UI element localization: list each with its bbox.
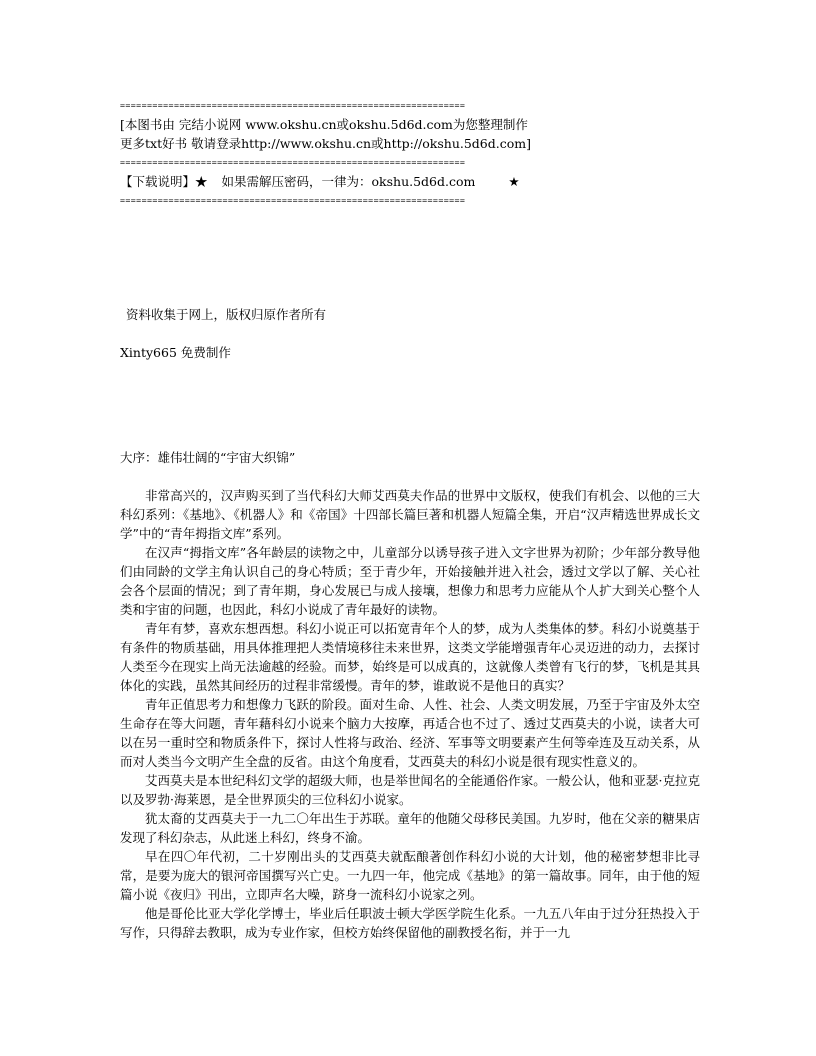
- separator-rule-top: ================================================================: [120, 100, 466, 110]
- download-label: 【下载说明】★: [120, 174, 208, 189]
- copyright-note: 资料收集于网上，版权归原作者所有: [126, 307, 327, 322]
- article-title: 大序：雄伟壮阔的“宇宙大织锦”: [120, 450, 296, 465]
- body-paragraph: 早在四〇年代初，二十岁刚出头的艾西莫夫就酝酿著创作科幻小说的大计划，他的秘密梦想非比寻常，是要为庞大的银河帝国撰写兴亡史。一九四一年，他完成《基地》的第一篇故事。同年，由于他的短篇小说《夜归》刊出，立即声名大噪，跻身一流科幻小说家之列。: [120, 849, 700, 902]
- header-source-line: [本图书由 完结小说网 www.okshu.cn或okshu.5d6d.com为您整理制作: [120, 117, 528, 132]
- body-paragraph: 青年有梦，喜欢东想西想。科幻小说正可以拓宽青年个人的梦，成为人类集体的梦。科幻小说奠基于有条件的物质基础，用具体推理把人类情境移往未来世界，这类文学能增强青年心灵迈进的动力，去探讨人类至今在现实上尚无法逾越的经验。而梦，始终是可以成真的，这就像人类曾有飞行的梦，飞机是其具体化的实践，虽然其间经历的过程非常缓慢。青年的梦，谁敢说不是他日的真实？: [120, 621, 700, 693]
- document-page: [120, 96, 700, 942]
- download-password-text: 如果需解压密码，一律为：okshu.5d6d.com: [221, 174, 476, 189]
- download-star-icon: ★: [508, 174, 520, 189]
- blank-space: [120, 324, 700, 343]
- body-paragraph: 在汉声“拇指文库”各年龄层的读物之中，儿童部分以诱导孩子进入文字世界为初阶；少年部分教导他们由同龄的文学主角认识自己的身心特质；至于青少年，开始接触并进入社会，透过文学以了解、关心社会各个层面的情况；到了青年期，身心发展已与成人接壤，想像力和思考力应能从个人扩大到关心整个人类和宇宙的问题，也因此，科幻小说成了青年最好的读物。: [120, 545, 700, 617]
- blank-space: [120, 362, 700, 448]
- separator-rule-middle: ================================================================: [120, 157, 466, 167]
- blank-space: [120, 467, 700, 486]
- maker-credit: Xinty665 免费制作: [120, 345, 231, 360]
- body-paragraph: 青年正值思考力和想像力飞跃的阶段。面对生命、人性、社会、人类文明发展，乃至于宇宙及外太空生命存在等大问题，青年藉科幻小说来个脑力大按摩，再适合也不过了、透过艾西莫夫的小说，读者大可以在另一重时空和物质条件下，探讨人性将与政治、经济、军事等文明要素产生何等牵连及互动关系，从而对人类当今文明产生全盘的反省。由这个角度看，艾西莫夫的科幻小说是很有现实性意义的。: [120, 697, 700, 769]
- body-paragraph: 艾西莫夫是本世纪科幻文学的超级大师，也是举世闻名的全能通俗作家。一般公认，他和亚瑟·克拉克以及罗勃·海莱恩，是全世界顶尖的三位科幻小说家。: [120, 773, 700, 807]
- body-paragraph: 非常高兴的，汉声购买到了当代科幻大师艾西莫夫作品的世界中文版权，使我们有机会、以他的三大科幻系列：《基地》、《机器人》和《帝国》十四部长篇巨著和机器人短篇全集，开启“汉声精选世界成长文学”中的“青年拇指文库”系列。: [120, 488, 700, 541]
- body-paragraph: 犹太裔的艾西莫夫于一九二〇年出生于苏联。童年的他随父母移民美国。九岁时，他在父亲的糖果店发现了科幻杂志，从此迷上科幻，终身不渝。: [120, 811, 700, 845]
- blank-space: [120, 210, 700, 305]
- separator-rule-bottom: ================================================================: [120, 195, 466, 205]
- download-note-line: [120, 172, 700, 191]
- header-website-line: 更多txt好书 敬请登录http://www.okshu.cn或http://okshu.5d6d.com]: [120, 136, 531, 151]
- body-paragraph: 他是哥伦比亚大学化学博士，毕业后任职波士顿大学医学院生化系。一九五八年由于过分狂热投入于写作，只得辞去教职，成为专业作家，但校方始终保留他的副教授名衔，并于一九: [120, 906, 700, 940]
